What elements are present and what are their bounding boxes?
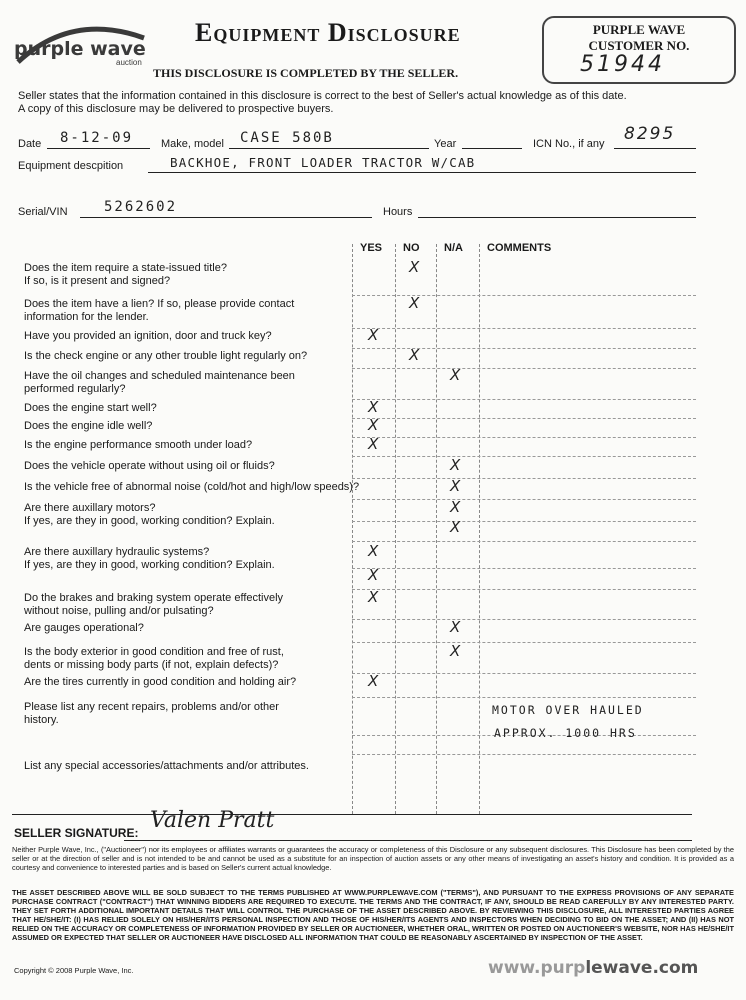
website-part-2: lewave.com [585,958,699,978]
answer-mark-yes: X [368,588,379,606]
intro-line-2: A copy of this disclosure may be delivered to prospective buyers. [18,103,334,115]
answer-mark-yes: X [368,542,379,560]
customer-label-1: PURPLE WAVE [592,22,686,37]
intro-line-1: Seller states that the information contained in this disclosure is correct to the best of Seller's actual knowledge as of this date. [18,90,627,102]
col-no: NO [403,242,420,254]
serial-label: Serial/VIN [18,206,68,218]
answer-mark-na: X [450,477,461,495]
question-text: Are gauges operational? [24,622,144,634]
answer-mark-na: X [450,518,461,536]
page-subtitle: THIS DISCLOSURE IS COMPLETED BY THE SELLER. [153,66,459,80]
answer-mark-no: X [409,294,420,312]
make-label: Make, model [161,138,224,150]
grid-row-line [352,697,696,698]
grid-row-line [352,589,696,590]
date-label: Date [18,138,42,150]
website-part-1: www.purp [488,958,586,978]
equipment-value: BACKHOE, FRONT LOADER TRACTOR W/CAB [170,155,476,170]
grid-row-line [352,619,696,620]
grid-row-line [352,478,696,479]
icn-value: 8295 [624,124,676,144]
answer-mark-yes: X [368,326,379,344]
answer-mark-na: X [450,618,461,636]
grid-row-line [352,673,696,674]
answer-mark-yes: X [368,435,379,453]
legal-terms: THE ASSET DESCRIBED ABOVE WILL BE SOLD SUBJECT TO THE TERMS PUBLISHED AT WWW.PURPLEWAVE.COM ("TERMS"), AND PURSUANT TO THE EXPRESS PROVISIONS OF ANY SEPARATE PURCHASE CONTRACT ("CONTRACT") THAT WINNING BIDDERS ARE REQUIRED TO EXECUTE. THE TERMS AND THE CONTRACT, IF ANY, SHOULD BE READ CAREFULLY BY ANY INTERESTED PARTY. THEY SET FORTH ADDITIONAL IMPORTANT DETAILS THAT WILL CONTROL THE PURCHASE OF THE ASSET DESCRIBED ABOVE. BY REVIEWING THIS DISCLOSURE, ALL INTERESTED PARTIES AGREE THAT HE/SHE/IT: (I) HAS RELIED SOLELY ON HIS/HER/ITS PERSONAL INSPECTION AND THOSE OF HIS/HER/ITS AGENTS AND INSPECTORS WHEN DECIDING TO BID ON THE ASSET; AND (II) HAS NOT RELIED ON THE ACCURACY OR COMPLETENESS OF INFORMATION PROVIDED BY SELLER OR AUCTIONEER, WHETHER ORAL, WRITTEN OR POSTED ON AUCTIONEER'S WEBSITE, NOR HAS HE/SHE/IT ASSUMED OR EXPECTED THAT SELLER OR AUCTIONEER HAVE DISCLOSED ALL INFORMATION THAT COULD BE REASONABLY ASCERTAINED BY INSPECTION OF THE ASSET. [12,888,734,942]
answer-mark-yes: X [368,672,379,690]
answer-mark-na: X [450,642,461,660]
copyright: Copyright © 2008 Purple Wave, Inc. [14,966,134,975]
grid-row-line [352,348,696,349]
grid-row-line [352,541,696,542]
customer-label-2: CUSTOMER NO. [588,38,690,53]
question-text: Is the check engine or any other trouble light regularly on? [24,350,308,362]
answer-mark-na: X [450,366,461,384]
grid-row-line [352,418,696,419]
date-value: 8-12-09 [60,130,134,146]
repairs-label: Please list any recent repairs, problems and/or other history. [24,701,279,726]
col-yes: YES [360,242,383,254]
logo [12,18,152,68]
answer-mark-no: X [409,258,420,276]
question-text: Are the tires currently in good condition and holding air? [24,676,297,688]
question-text: Does the item have a lien? If so, please provide contact information for the lender. [24,298,295,323]
grid-row-line [352,295,696,296]
grid-row-line [352,642,696,643]
grid-row-line [352,456,696,457]
logo-text: purple wave [14,38,146,60]
question-text: Have the oil changes and scheduled maintenance been performed regularly? [24,370,295,395]
signature-value: Valen Pratt [150,808,275,833]
grid-row-line [352,437,696,438]
year-label: Year [434,138,457,150]
col-comments: COMMENTS [487,242,552,254]
question-text: Have you provided an ignition, door and truck key? [24,330,272,342]
question-text: Do the brakes and braking system operate effectively without noise, pulling and/or pulsating? [24,592,284,617]
question-text: Does the vehicle operate without using oil or fluids? [24,460,275,472]
repairs-comment-1: MOTOR OVER HAULED [492,703,644,717]
question-text: Are there auxillary hydraulic systems? If yes, are they in good, working condition? Explain. [24,546,275,571]
accessories-label: List any special accessories/attachments and/or attributes. [24,760,309,772]
grid-row-line [352,399,696,400]
grid-row-line [352,499,696,500]
signature-label: SELLER SIGNATURE: [14,826,139,840]
answer-mark-yes: X [368,566,379,584]
repairs-comment-2: APPROX. 1000 HRS [494,726,637,740]
logo-sub: auction [116,58,142,67]
answer-mark-na: X [450,456,461,474]
question-text: Are there auxillary motors? If yes, are they in good, working condition? Explain. [24,502,275,527]
page-title: Equipment Disclosure [195,18,461,47]
equipment-label: Equipment descpition [18,160,124,172]
grid-row-line [352,521,696,522]
icn-label: ICN No., if any [533,138,605,150]
question-text: Is the body exterior in good condition and free of rust, dents or missing body parts (if not, explain defects)? [24,646,284,671]
answer-mark-no: X [409,346,420,364]
answer-mark-yes: X [368,416,379,434]
grid-row-line [352,754,696,755]
answer-mark-yes: X [368,398,379,416]
make-value: CASE 580B [240,130,334,146]
question-text: Does the engine start well? [24,402,157,414]
legal-disclaimer: Neither Purple Wave, Inc., ("Auctioneer") nor its employees or affiliates warrants or guarantees the accuracy or completeness of this Disclosure or any subsequent disclosures. This Disclosure has been completed by the seller or at the direction of seller and is not intended to be and cannot be used as a substitute for an inspection of auction assets or any other means of investigating an asset's history and condition. It is provided as a courtesy and convenience to interested parties and is based on Seller's current actual knowledge. [12,845,734,872]
grid-row-line [352,368,696,369]
grid-row-line [352,568,696,569]
question-text: Is the engine performance smooth under load? [24,439,253,451]
hours-label: Hours [383,206,413,218]
answer-mark-na: X [450,498,461,516]
col-na: N/A [444,242,463,254]
website [488,958,698,978]
question-text: Is the vehicle free of abnormal noise (cold/hot and high/low speeds)? [24,481,360,493]
question-text: Does the item require a state-issued title? If so, is it present and signed? [24,262,227,287]
customer-number-box [542,16,736,84]
customer-number: 51944 [580,52,665,77]
question-text: Does the engine idle well? [24,420,153,432]
serial-value: 5262602 [104,199,178,215]
grid-row-line [352,328,696,329]
